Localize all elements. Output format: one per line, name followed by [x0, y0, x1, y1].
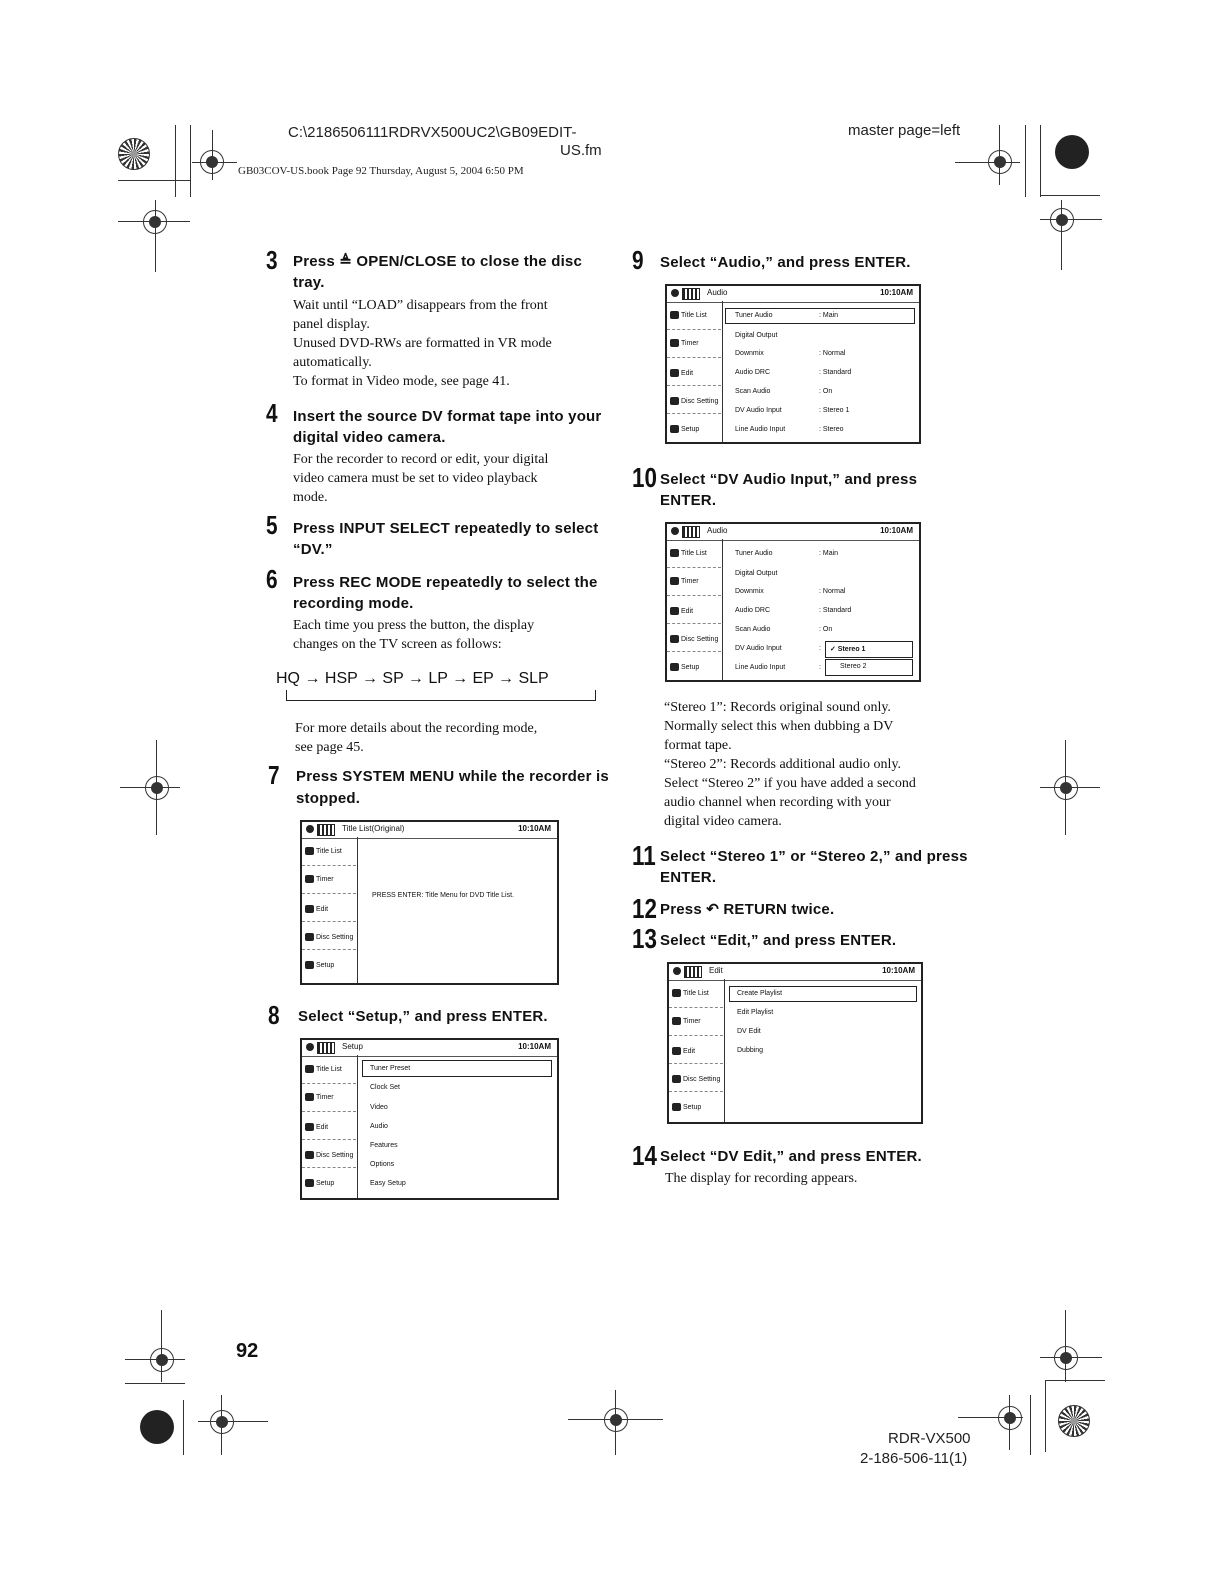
crop-mark	[1065, 740, 1066, 835]
system-menu-sidebar	[667, 539, 723, 680]
model-number: RDR-VX500	[888, 1430, 971, 1447]
step-4: 4 Insert the source DV format tape into your digital video camera. For the recorder to record or edit, your digital video camera must be set to video playback mode.	[266, 398, 602, 505]
title-list-icon	[672, 989, 681, 997]
crop-mark	[615, 1390, 616, 1455]
dv-audio-option-stereo1[interactable]: ✓ Stereo 1	[825, 641, 913, 658]
menu-edit: Edit	[305, 1123, 328, 1131]
menu-disc-setting: Disc Setting	[670, 635, 718, 643]
step-10-title-line2: ENTER.	[660, 492, 717, 509]
crop-mark	[1040, 195, 1100, 196]
screen-title-bar: Audio 10:10AM	[667, 284, 919, 303]
crop-mark	[1040, 219, 1102, 220]
edit-row: Edit Playlist	[737, 1009, 774, 1016]
crop-mark	[161, 1310, 162, 1382]
step-6-body: Each time you press the button, the display changes on the TV screen as follows:	[293, 618, 535, 652]
step-5-title-line1: Press INPUT SELECT repeatedly to select	[293, 520, 599, 537]
disc-setting-icon	[305, 1151, 314, 1159]
disc-setting-icon	[305, 933, 314, 941]
disc-icon	[671, 527, 679, 535]
registration-mark-icon	[1054, 776, 1078, 800]
step-6-title-line2: recording mode.	[293, 595, 414, 612]
crop-mark	[1045, 1380, 1046, 1452]
setup-row: Easy Setup	[370, 1180, 406, 1187]
step-9: 9 Select “Audio,” and press ENTER.	[632, 245, 911, 275]
dvd-icon	[682, 288, 700, 300]
step-6: 6 Press REC MODE repeatedly to select the recording mode. Each time you press the button, the display changes on the TV screen as follows: HQ → HSP → SP → LP → EP → SLP For more details about the recording mode, see page 45.	[266, 564, 598, 755]
master-page-label: master page=left	[848, 122, 961, 139]
menu-edit: Edit	[672, 1047, 695, 1055]
crop-mark	[212, 130, 213, 180]
registration-mark-icon	[1050, 208, 1074, 232]
menu-setup: Setup	[670, 663, 699, 671]
disc-icon	[671, 289, 679, 297]
registration-mark-icon	[1054, 1346, 1078, 1370]
document-code: 2-186-506-11(1)	[860, 1450, 968, 1467]
edit-icon	[305, 905, 314, 913]
step-14-title: Select “DV Edit,” and press ENTER.	[660, 1148, 922, 1165]
title-list-icon	[305, 847, 314, 855]
system-menu-sidebar	[302, 1055, 358, 1198]
step-5-title-line2: “DV.”	[293, 541, 333, 558]
step-3-title-line1: Press ≜ OPEN/CLOSE to close the disc	[293, 253, 583, 270]
step-8: 8 Select “Setup,” and press ENTER.	[268, 1000, 548, 1030]
system-menu-sidebar	[669, 979, 725, 1122]
crop-mark	[190, 125, 191, 197]
menu-edit: Edit	[305, 905, 328, 913]
setup-icon	[305, 1179, 314, 1187]
setup-row: Video	[370, 1104, 388, 1111]
registration-mark-icon	[150, 1348, 174, 1372]
disc-setting-icon	[670, 397, 679, 405]
menu-title-list: Title List	[305, 847, 342, 855]
step-10-title-line1: Select “DV Audio Input,” and press	[660, 471, 918, 488]
dvd-icon	[317, 824, 335, 836]
step-12-title: Press ↶ RETURN twice.	[660, 901, 835, 918]
step-11-title-line2: ENTER.	[660, 869, 717, 886]
step-6-after: For more details about the recording mode, see page 45.	[295, 721, 538, 755]
step-10: 10 Select “DV Audio Input,” and press ENTER.	[632, 462, 918, 509]
crop-mark	[192, 162, 237, 163]
setup-row: Options	[370, 1161, 395, 1168]
menu-timer: Timer	[305, 875, 334, 883]
setup-row: Audio	[370, 1123, 388, 1130]
crop-mark	[1061, 200, 1062, 270]
disc-icon	[673, 967, 681, 975]
timer-icon	[672, 1017, 681, 1025]
step-7-title-line1: Press SYSTEM MENU while the recorder is	[296, 768, 609, 785]
page-number: 92	[236, 1340, 259, 1362]
step-7: 7 Press SYSTEM MENU while the recorder is stopped.	[268, 760, 609, 807]
crop-mark	[155, 200, 156, 272]
crop-mark	[183, 1400, 184, 1455]
step-12: 12 Press ↶ RETURN twice.	[632, 893, 835, 924]
system-menu-sidebar	[302, 837, 358, 983]
edit-icon	[305, 1123, 314, 1131]
file-path-line2: US.fm	[560, 142, 602, 159]
dvd-icon	[684, 966, 702, 978]
registration-mark-icon	[210, 1410, 234, 1434]
edit-icon	[670, 607, 679, 615]
crop-mark	[1045, 1380, 1105, 1381]
registration-mark-icon	[998, 1406, 1022, 1430]
setup-icon	[670, 425, 679, 433]
step-4-title-line1: Insert the source DV format tape into your	[293, 408, 602, 425]
crop-mark	[156, 740, 157, 835]
edit-icon	[670, 369, 679, 377]
crop-mark	[198, 1421, 268, 1422]
crop-mark	[1065, 1310, 1066, 1382]
step-3: 3 Press ≜ OPEN/CLOSE to close the disc tray. Wait until “LOAD” disappears from the front panel display. Unused DVD-RWs are formatted in VR mode automatically. To format in Video mode, see page 41.	[266, 245, 583, 389]
step-11-title-line1: Select “Stereo 1” or “Stereo 2,” and press	[660, 848, 968, 865]
menu-timer: Timer	[670, 339, 699, 347]
rec-mode-loop-arrow	[286, 690, 596, 701]
color-wheel-icon	[1058, 1405, 1090, 1437]
crop-mark	[125, 1383, 185, 1384]
crop-mark	[1025, 125, 1026, 197]
black-dot-mark-icon	[140, 1410, 174, 1444]
menu-title-list: Title List	[672, 989, 709, 997]
crop-mark	[1040, 1357, 1102, 1358]
step-13: 13 Select “Edit,” and press ENTER.	[632, 923, 897, 954]
timer-icon	[670, 577, 679, 585]
registration-mark-icon	[604, 1408, 628, 1432]
timer-icon	[305, 1093, 314, 1101]
menu-setup: Setup	[305, 1179, 334, 1187]
black-dot-mark-icon	[1055, 135, 1089, 169]
menu-title-list: Title List	[305, 1065, 342, 1073]
screen-audio-dv-input: Audio 10:10AM Title List Timer Edit Disc Setting Setup Tuner Audio : Main Digital Output Downmix : Normal Audio DRC : Standard Scan Audio : On DV Audio Input : Line Audio Input : ✓ Stereo 1 Stereo 2	[665, 522, 921, 682]
dvd-icon	[682, 526, 700, 538]
screen-title-bar: Title List(Original) 10:10AM	[302, 820, 557, 839]
menu-setup: Setup	[305, 961, 334, 969]
screen-title-list	[300, 820, 559, 985]
step-4-body: For the recorder to record or edit, your digital video camera must be set to video playback mode.	[293, 452, 549, 505]
step-3-title-line2: tray.	[293, 274, 325, 291]
step-13-title: Select “Edit,” and press ENTER.	[660, 932, 897, 949]
crop-mark	[118, 180, 190, 181]
setup-row: Clock Set	[370, 1084, 400, 1091]
crop-mark	[958, 1417, 1023, 1418]
step-10-body: “Stereo 1”: Records original sound only. Normally select this when dubbing a DV format tape. “Stereo 2”: Records additional audio only. Select “Stereo 2” if you have added a second audio channel when recording with your digital video camera.	[664, 700, 916, 829]
crop-mark	[999, 125, 1000, 185]
step-6-title-line1: Press REC MODE repeatedly to select the	[293, 574, 598, 591]
setup-icon	[670, 663, 679, 671]
disc-setting-icon	[672, 1075, 681, 1083]
menu-disc-setting: Disc Setting	[670, 397, 718, 405]
book-info: GB03COV-US.book Page 92 Thursday, August 5, 2004 6:50 PM	[238, 165, 524, 177]
crop-mark	[120, 787, 180, 788]
menu-edit: Edit	[670, 607, 693, 615]
step-8-title: Select “Setup,” and press ENTER.	[298, 1008, 548, 1025]
registration-mark-icon	[145, 776, 169, 800]
timer-icon	[305, 875, 314, 883]
disc-setting-icon	[670, 635, 679, 643]
step-3-body: Wait until “LOAD” disappears from the front panel display. Unused DVD-RWs are formatted in VR mode automatically. To format in Video mode, see page 41.	[293, 298, 552, 389]
crop-mark	[118, 221, 190, 222]
crop-mark	[175, 125, 176, 197]
menu-disc-setting: Disc Setting	[305, 933, 353, 941]
crop-mark	[1009, 1395, 1010, 1450]
edit-icon	[672, 1047, 681, 1055]
screen-title-bar: Setup 10:10AM	[302, 1038, 557, 1057]
menu-timer: Timer	[305, 1093, 334, 1101]
menu-title-list: Title List	[670, 549, 707, 557]
title-list-message: PRESS ENTER: Title Menu for DVD Title List.	[372, 892, 514, 899]
menu-timer: Timer	[672, 1017, 701, 1025]
step-4-title-line2: digital video camera.	[293, 429, 446, 446]
title-list-icon	[305, 1065, 314, 1073]
crop-mark	[221, 1395, 222, 1455]
dvd-icon	[317, 1042, 335, 1054]
step-14-body: The display for recording appears.	[665, 1171, 858, 1186]
menu-setup: Setup	[670, 425, 699, 433]
dv-audio-option-stereo2[interactable]: Stereo 2	[825, 659, 913, 676]
step-5: 5 Press INPUT SELECT repeatedly to select “DV.”	[266, 510, 599, 558]
screen-edit	[667, 962, 923, 1124]
setup-icon	[305, 961, 314, 969]
screen-title-bar: Edit 10:10AM	[669, 962, 921, 981]
disc-icon	[306, 825, 314, 833]
edit-row: Create Playlist	[737, 990, 783, 997]
title-list-icon	[670, 311, 679, 319]
menu-disc-setting: Disc Setting	[305, 1151, 353, 1159]
system-menu-sidebar	[667, 301, 723, 442]
crop-mark	[1040, 125, 1041, 197]
edit-row: DV Edit	[737, 1028, 761, 1035]
screen-setup	[300, 1038, 559, 1200]
crop-mark	[1040, 787, 1100, 788]
screen-audio: Audio 10:10AM Title List Timer Edit Disc Setting Setup Tuner Audio : Main Digital Output Downmix : Normal Audio DRC : Standard Scan Audio : On DV Audio Input : Stereo 1 Line Audio Input : Stereo	[665, 284, 921, 444]
rec-mode-sequence: HQ → HSP → SP → LP → EP → SLP	[276, 670, 549, 687]
disc-icon	[306, 1043, 314, 1051]
file-path-line1: C:\2186506111RDRVX500UC2\GB09EDIT-	[288, 124, 577, 141]
setup-icon	[672, 1103, 681, 1111]
menu-edit: Edit	[670, 369, 693, 377]
menu-timer: Timer	[670, 577, 699, 585]
menu-title-list: Title List	[670, 311, 707, 319]
screen-title-bar: Audio 10:10AM	[667, 522, 919, 541]
setup-row: Features	[370, 1142, 398, 1149]
step-7-title-line2: stopped.	[296, 790, 361, 807]
color-wheel-icon	[118, 138, 150, 170]
title-list-icon	[670, 549, 679, 557]
setup-row: Tuner Preset	[370, 1065, 411, 1072]
crop-mark	[1030, 1395, 1031, 1455]
menu-disc-setting: Disc Setting	[672, 1075, 720, 1083]
step-11: 11 Select “Stereo 1” or “Stereo 2,” and press ENTER.	[632, 840, 968, 886]
step-14: 14 Select “DV Edit,” and press ENTER. The display for recording appears.	[632, 1140, 922, 1186]
crop-mark	[955, 162, 1020, 163]
timer-icon	[670, 339, 679, 347]
step-9-title: Select “Audio,” and press ENTER.	[660, 254, 911, 271]
edit-row: Dubbing	[737, 1047, 764, 1054]
menu-setup: Setup	[672, 1103, 701, 1111]
crop-mark	[125, 1359, 185, 1360]
